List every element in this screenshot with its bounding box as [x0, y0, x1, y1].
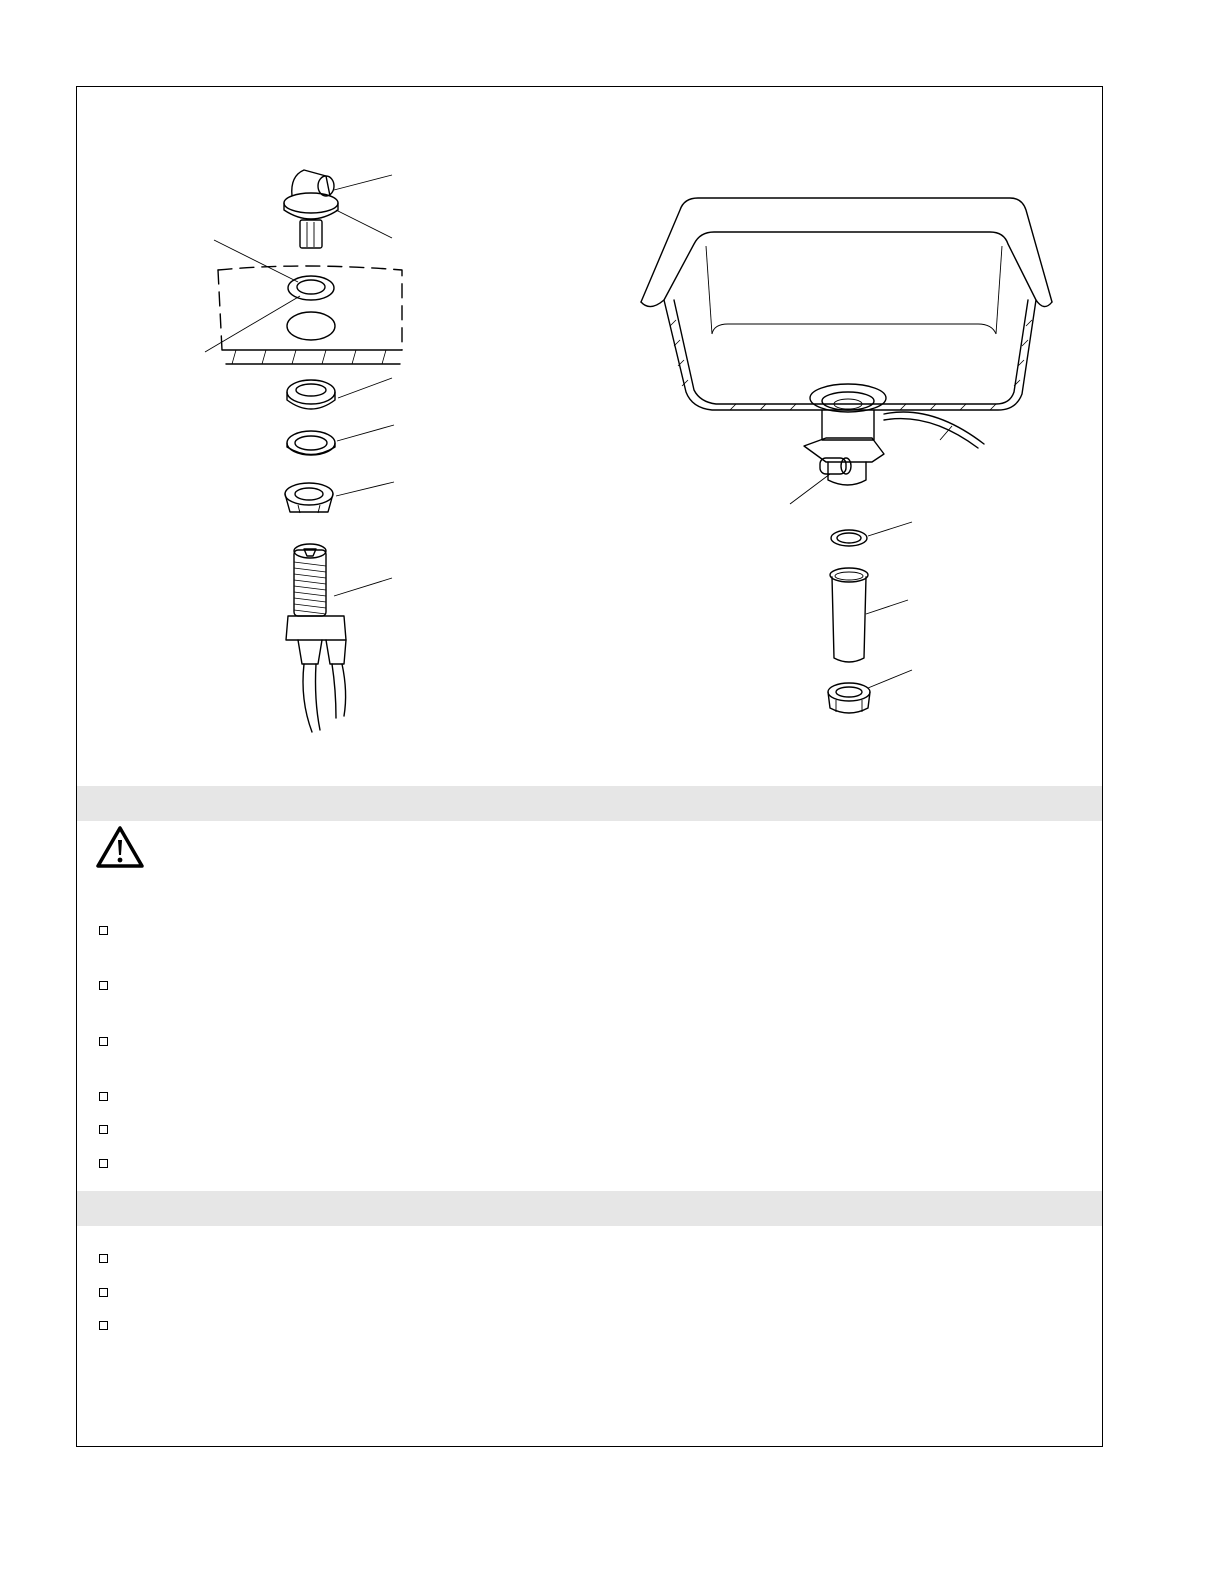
air-hose — [884, 412, 984, 444]
bullet-checkbox — [99, 1159, 108, 1168]
air-button-cap — [284, 170, 338, 248]
air-hose — [884, 419, 978, 448]
sink-drain-assembly — [641, 198, 1052, 713]
leader-line — [790, 474, 830, 504]
tailpiece — [830, 568, 868, 662]
leader-line — [337, 425, 394, 441]
leader-line — [334, 175, 392, 190]
bullet-checkbox — [99, 926, 108, 935]
sink-bowl — [641, 198, 1052, 410]
slip-nut — [828, 683, 870, 713]
bullet-checkbox — [99, 981, 108, 990]
leader-line — [868, 670, 912, 688]
bullet-checkbox — [99, 1288, 108, 1297]
leader-line — [338, 378, 392, 398]
section-header-band — [77, 1191, 1102, 1226]
threaded-switch-body — [286, 544, 346, 732]
leader-line — [868, 522, 912, 536]
warning-triangle-icon — [98, 828, 142, 866]
rubber-washer — [287, 380, 335, 409]
drain-body — [804, 384, 886, 485]
countertop-section — [218, 266, 402, 364]
slip-washer — [831, 530, 867, 546]
leader-line — [336, 482, 394, 496]
lock-nut — [285, 483, 333, 513]
leader-line — [334, 578, 392, 596]
leader-line — [336, 210, 392, 238]
section-header-band — [77, 786, 1102, 821]
leader-line — [214, 240, 298, 282]
bullet-checkbox — [99, 1092, 108, 1101]
leader-line — [866, 600, 908, 614]
friction-washer — [287, 431, 335, 455]
air-switch-assembly — [205, 170, 402, 732]
bullet-checkbox — [99, 1321, 108, 1330]
bullet-checkbox — [99, 1037, 108, 1046]
bullet-checkbox — [99, 1254, 108, 1263]
bullet-checkbox — [99, 1125, 108, 1134]
